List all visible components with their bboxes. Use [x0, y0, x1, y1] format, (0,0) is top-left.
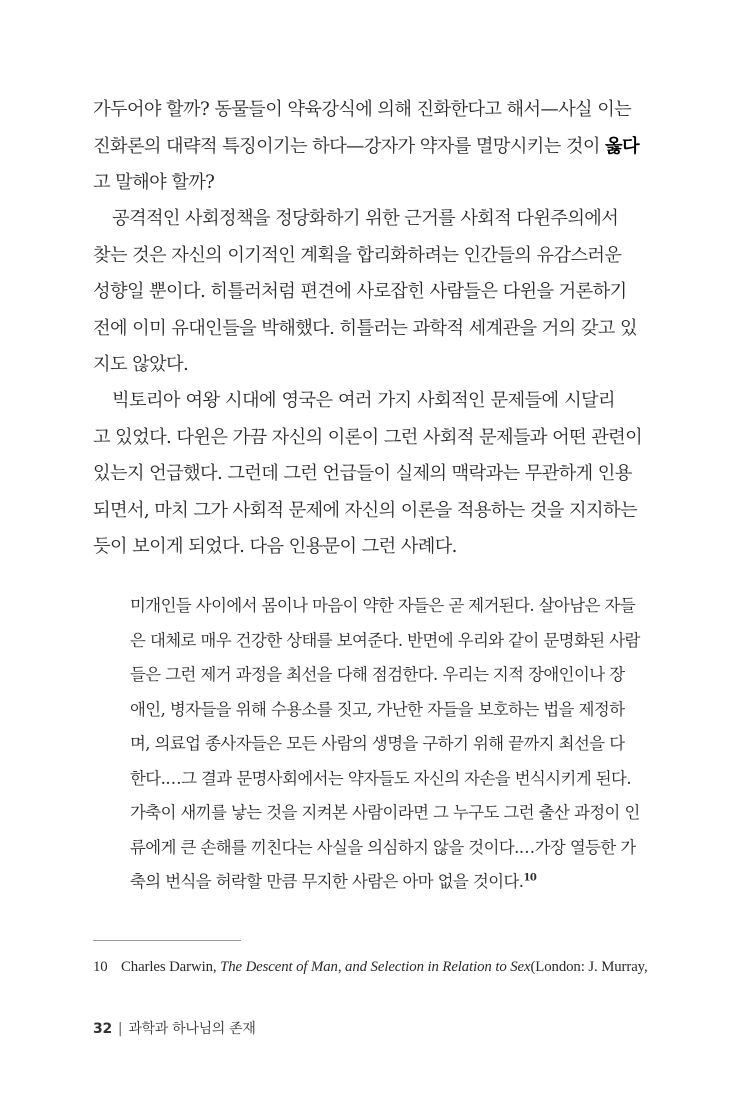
text-line: 되면서, 마치 그가 사회적 문제에 자신의 이론을 적용하는 것을 지지하는	[93, 500, 637, 521]
quote-line: 은 대체로 매우 건강한 상태를 보여준다. 반면에 우리와 같이 문명화된 사람	[130, 631, 640, 650]
quote-line: 미개인들 사이에서 몸이나 마음이 약한 자들은 곧 제거된다. 살아남은 자들	[130, 596, 636, 615]
text-line: 성향일 뿐이다. 히틀러처럼 편견에 사로잡힌 사람들은 다윈을 거론하기	[93, 281, 627, 302]
quote-line: 가축이 새끼를 낳는 것을 지켜본 사람이라면 그 누구도 그런 출산 과정이 인	[130, 803, 640, 822]
text-segment: 축의 번식을 허락할 만큼 무지한 사람은 아마 없을 것이다.	[130, 872, 524, 891]
quote-line: 애인, 병자들을 위해 수용소를 짓고, 가난한 자들을 보호하는 법을 제정하	[130, 700, 625, 719]
footnote-marker[interactable]: 10	[523, 872, 537, 884]
page-number: 32	[93, 1021, 112, 1037]
footnote-book-title: The Descent of Man, and Selection in Relation to Sex	[220, 959, 531, 975]
quote-line: 며, 의료업 종사자들은 모든 사람의 생명을 구하기 위해 끝까지 최선을 다	[130, 734, 625, 753]
running-title: 과학과 하나님의 존재	[128, 1021, 256, 1037]
quote-line: 들은 그런 제거 과정을 최선을 다해 점검한다. 우리는 지적 장애인이나 장	[130, 665, 625, 684]
text-line: 고 말해야 할까?	[93, 172, 215, 193]
quote-line: 한다.…그 결과 문명사회에서는 약자들도 자신의 자손을 번식시키게 된다.	[130, 769, 631, 788]
footnote-number: 10	[93, 959, 108, 975]
text-segment: 진화론의 대략적 특징이기는 하다—강자가 약자를 멸망시키는 것이	[93, 136, 606, 157]
quote-line: 류에게 큰 손해를 끼친다는 사실을 의심하지 않을 것이다.…가장 열등한 가	[130, 838, 636, 857]
quote-line	[130, 869, 615, 895]
text-line: 가두어야 할까? 동물들이 약육강식에 의해 진화한다고 해서—사실 이는	[93, 99, 632, 120]
text-line: 있는지 언급했다. 그런데 그런 언급들이 실제의 맥락과는 무관하게 인용	[93, 463, 632, 484]
text-line: 고 있었다. 다윈은 가끔 자신의 이론이 그런 사회적 문제들과 어떤 관련이	[93, 427, 643, 448]
page-footer	[93, 1019, 256, 1039]
text-line: 공격적인 사회정책을 정당화하기 위한 근거를 사회적 다윈주의에서	[112, 208, 619, 229]
emphasis-text: 옳다	[605, 136, 639, 157]
text-line: 지도 않았다.	[93, 354, 189, 375]
text-line: 빅토리아 여왕 시대에 영국은 여러 가지 사회적인 문제들에 시달리	[112, 390, 615, 411]
text-line: 듯이 보이게 되었다. 다음 인용문이 그런 사례다.	[93, 536, 457, 557]
text-line: 찾는 것은 자신의 이기적인 계획을 합리화하려는 인간들의 유감스러운	[93, 245, 622, 266]
text-line	[93, 134, 639, 160]
footnote-divider	[93, 940, 241, 941]
footnote	[93, 957, 648, 977]
footer-separator: |	[117, 1021, 123, 1037]
footnote-publication: (London: J. Murray,	[530, 959, 648, 975]
text-line: 전에 이미 유대인들을 박해했다. 히틀러는 과학적 세계관을 거의 갖고 있	[93, 318, 637, 339]
footnote-author: Charles Darwin,	[121, 959, 221, 975]
